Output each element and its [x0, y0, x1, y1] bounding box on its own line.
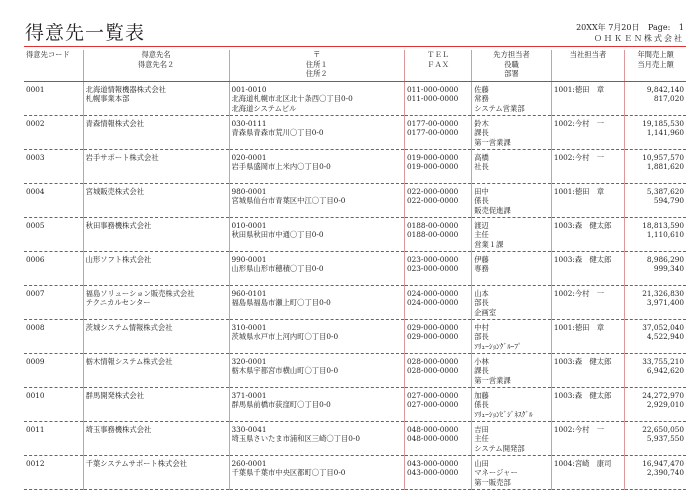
cell-sales: 16,947,470 2,390,740 — [625, 455, 686, 489]
cell-address: 020-0001 岩手県盛岡市上米内〇丁目0-0 — [229, 149, 404, 183]
cell-address: 990-0001 山形県山形市穂積〇丁目0-0 — [229, 251, 404, 285]
cell-customer-name: 千葉システムサポート株式会社 — [83, 455, 229, 489]
cell-staff: 1003:森 健太郎 — [551, 251, 624, 285]
cell-sales: 24,272,970 2,929,010 — [625, 387, 686, 421]
cell-contact: 山田 マネージャー 第一販売部 — [472, 455, 552, 489]
cell-address: 260-0001 千葉県千葉市中央区都町〇丁目0-0 — [229, 455, 404, 489]
cell-contact: 小林 課長 第一営業課 — [472, 353, 552, 387]
cell-code: 0006 — [26, 254, 45, 264]
cell-code: 0009 — [26, 356, 45, 366]
cell-staff: 1002:今村 一 — [551, 115, 624, 149]
cell-sales: 10,957,570 1,881,620 — [625, 149, 686, 183]
cell-address: 330-0041 埼玉県さいたま市浦和区三崎〇丁目0-0 — [229, 421, 404, 455]
cell-sales: 33,755,210 6,942,620 — [625, 353, 686, 387]
cell-tel-fax: 011-000-0000 011-000-0000 — [404, 81, 471, 115]
cell-staff: 1003:森 健太郎 — [551, 387, 624, 421]
table-row — [24, 115, 686, 149]
page-label: Page: — [648, 23, 671, 32]
cell-customer-name: 青森情報株式会社 — [83, 115, 229, 149]
cell-code: 0005 — [26, 220, 45, 230]
cell-staff: 1001:徳田 章 — [551, 81, 624, 115]
table-row — [24, 421, 686, 455]
cell-staff: 1001:徳田 章 — [551, 183, 624, 217]
cell-code: 0012 — [26, 458, 45, 468]
table-row — [24, 217, 686, 251]
col-header-sales: 年間売上額 当月売上額 — [625, 50, 686, 81]
cell-code: 0010 — [26, 390, 45, 400]
cell-code: 0002 — [26, 118, 45, 128]
customer-table — [24, 50, 686, 490]
cell-staff: 1003:森 健太郎 — [551, 217, 624, 251]
cell-contact: 佐藤 常務 システム営業部 — [472, 81, 552, 115]
col-header-contact: 先方担当者 役職 部署 — [472, 50, 552, 81]
cell-code: 0007 — [26, 288, 45, 298]
cell-customer-name: 秋田事務機株式会社 — [83, 217, 229, 251]
cell-staff: 1002:今村 一 — [551, 421, 624, 455]
cell-customer-name: 埼玉事務機株式会社 — [83, 421, 229, 455]
cell-tel-fax: 019-000-0000 019-000-0000 — [404, 149, 471, 183]
header-rule — [24, 46, 686, 47]
cell-sales: 37,052,040 4,522,940 — [625, 319, 686, 353]
cell-sales: 9,842,140 817,020 — [625, 81, 686, 115]
cell-staff: 1001:徳田 章 — [551, 319, 624, 353]
cell-sales: 21,326,830 3,971,400 — [625, 285, 686, 319]
cell-sales: 5,387,620 594,790 — [625, 183, 686, 217]
cell-address: 030-0111 青森県青森市荒川〇丁目0-0 — [229, 115, 404, 149]
table-row — [24, 387, 686, 421]
cell-contact: 加藤 係長 ｿﾘｭｰｼｮﾝﾋﾞｼﾞﾈｽｸﾞﾙ — [472, 387, 552, 421]
cell-contact: 渡辺 主任 営業１課 — [472, 217, 552, 251]
cell-sales: 19,185,530 1,141,960 — [625, 115, 686, 149]
cell-staff: 1002:今村 一 — [551, 149, 624, 183]
cell-contact: 高橋 社長 — [472, 149, 552, 183]
report-meta — [570, 22, 684, 44]
cell-customer-name: 岩手サポート株式会社 — [83, 149, 229, 183]
cell-tel-fax: 0177-00-0000 0177-00-0000 — [404, 115, 471, 149]
table-row — [24, 285, 686, 319]
table-row — [24, 149, 686, 183]
cell-tel-fax: 027-000-0000 027-000-0000 — [404, 387, 471, 421]
report-title: 得意先一覧表 — [25, 22, 146, 44]
report-date: 20XX年 7月20日 — [576, 23, 640, 32]
cell-address: 010-0001 秋田県秋田市中通〇丁目0-0 — [229, 217, 404, 251]
cell-customer-name: 山形ソフト株式会社 — [83, 251, 229, 285]
cell-tel-fax: 024-000-0000 024-000-0000 — [404, 285, 471, 319]
cell-staff: 1002:今村 一 — [551, 285, 624, 319]
cell-address: 371-0001 群馬県前橋市荻窪町〇丁目0-0 — [229, 387, 404, 421]
cell-customer-name: 北海道情報機器株式会社 札幌事業本部 — [83, 81, 229, 115]
cell-address: 980-0001 宮城県仙台市青葉区中江〇丁目0-0 — [229, 183, 404, 217]
cell-address: 310-0001 茨城県水戸市上河内町〇丁目0-0 — [229, 319, 404, 353]
cell-customer-name: 栃木情報システム株式会社 — [83, 353, 229, 387]
col-header-tel: ＴＥＬ ＦＡＸ — [404, 50, 471, 81]
company-name: ＯＨＫＥＮ株式会社 — [594, 34, 684, 43]
col-header-address: 〒 住所１ 住所２ — [229, 50, 404, 81]
cell-contact: 山本 部長 企画室 — [472, 285, 552, 319]
table-row — [24, 319, 686, 353]
cell-code: 0011 — [26, 424, 45, 434]
cell-customer-name: 福島ソリューション販売株式会社 テクニカルセンター — [83, 285, 229, 319]
cell-code: 0008 — [26, 322, 45, 332]
cell-tel-fax: 028-000-0000 028-000-0000 — [404, 353, 471, 387]
table-row — [24, 353, 686, 387]
cell-sales: 8,986,290 999,340 — [625, 251, 686, 285]
col-header-code: 得意先コード — [24, 50, 83, 81]
cell-contact: 田中 係長 販売促進課 — [472, 183, 552, 217]
cell-tel-fax: 043-000-0000 043-000-0000 — [404, 455, 471, 489]
cell-sales: 18,813,590 1,110,610 — [625, 217, 686, 251]
cell-address: 320-0001 栃木県宇都宮市横山町〇丁目0-0 — [229, 353, 404, 387]
page-number: 1 — [678, 23, 684, 32]
cell-tel-fax: 022-000-0000 022-000-0000 — [404, 183, 471, 217]
col-header-name: 得意先名 得意先名２ — [83, 50, 229, 81]
cell-staff: 1004:宮崎 康司 — [551, 455, 624, 489]
cell-contact: 吉田 主任 システム開発部 — [472, 421, 552, 455]
cell-customer-name: 茨城システム情報株式会社 — [83, 319, 229, 353]
cell-sales: 22,650,050 5,937,550 — [625, 421, 686, 455]
table-row — [24, 455, 686, 489]
cell-contact: 中村 部長 ｿﾘｭｰｼｮﾝｸﾞﾙｰﾌﾟ — [472, 319, 552, 353]
cell-code: 0004 — [26, 186, 45, 196]
table-row — [24, 251, 686, 285]
cell-tel-fax: 0188-00-0000 0188-00-0000 — [404, 217, 471, 251]
cell-customer-name: 宮城販売株式会社 — [83, 183, 229, 217]
cell-tel-fax: 023-000-0000 023-000-0000 — [404, 251, 471, 285]
cell-staff: 1003:森 健太郎 — [551, 353, 624, 387]
cell-customer-name: 群馬開発株式会社 — [83, 387, 229, 421]
cell-tel-fax: 029-000-0000 029-000-0000 — [404, 319, 471, 353]
cell-address: 960-0101 福島県福島市瀬上町〇丁目0-0 — [229, 285, 404, 319]
col-header-staff: 当社担当者 — [551, 50, 624, 81]
table-row — [24, 81, 686, 115]
cell-contact: 伊藤 専務 — [472, 251, 552, 285]
cell-address: 001-0010 北海道札幌市北区北十条西〇丁目0-0 北海道システムビル — [229, 81, 404, 115]
cell-code: 0001 — [26, 84, 45, 94]
cell-contact: 鈴木 課長 第一営業課 — [472, 115, 552, 149]
table-row — [24, 183, 686, 217]
cell-tel-fax: 048-000-0000 048-000-0000 — [404, 421, 471, 455]
table-header-row — [24, 50, 686, 81]
cell-code: 0003 — [26, 152, 45, 162]
